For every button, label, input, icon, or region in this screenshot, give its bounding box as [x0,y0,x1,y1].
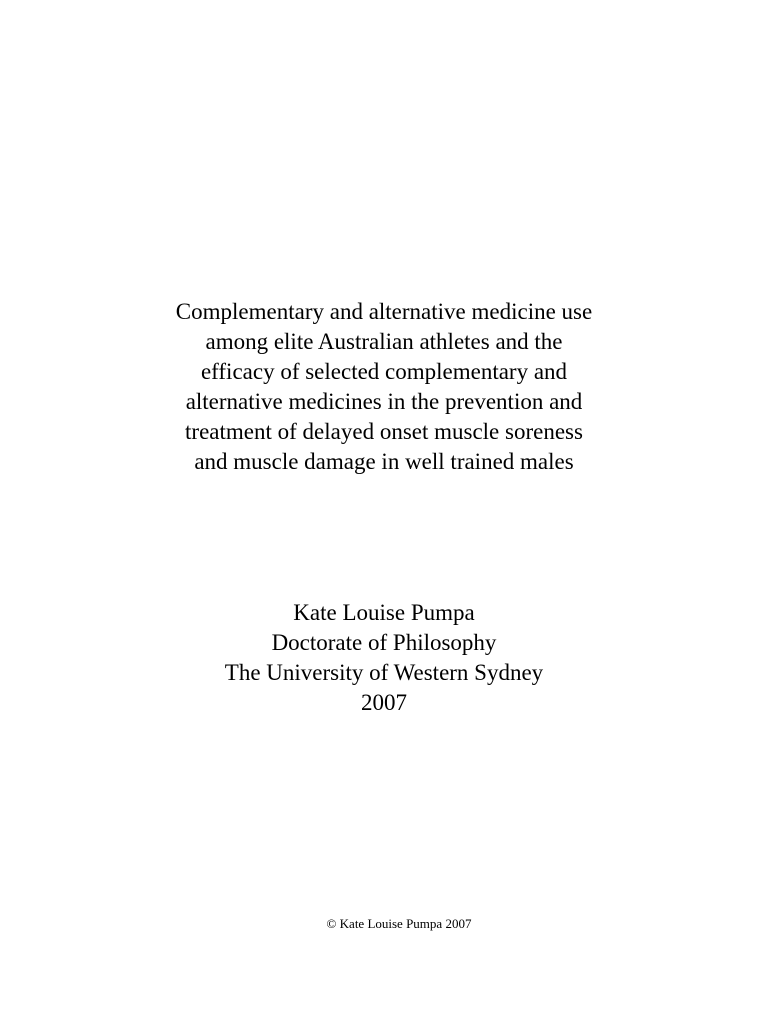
author-name: Kate Louise Pumpa [293,600,475,625]
copyright-notice: © Kate Louise Pumpa 2007 [326,916,472,931]
thesis-title [0,297,768,477]
degree-name: Doctorate of Philosophy [271,630,497,655]
thesis-title-line: alternative medicines in the prevention and [185,389,583,414]
author-info [0,598,768,718]
thesis-title-line: and muscle damage in well trained males [194,449,574,474]
thesis-title-line: treatment of delayed onset muscle soreness [185,419,583,444]
submission-year: 2007 [361,690,407,715]
thesis-title-line: Complementary and alternative medicine use [175,299,593,324]
thesis-title-line: efficacy of selected complementary and [200,359,568,384]
thesis-title-line: among elite Australian athletes and the [205,329,563,354]
institution-name: The University of Western Sydney [224,660,544,685]
